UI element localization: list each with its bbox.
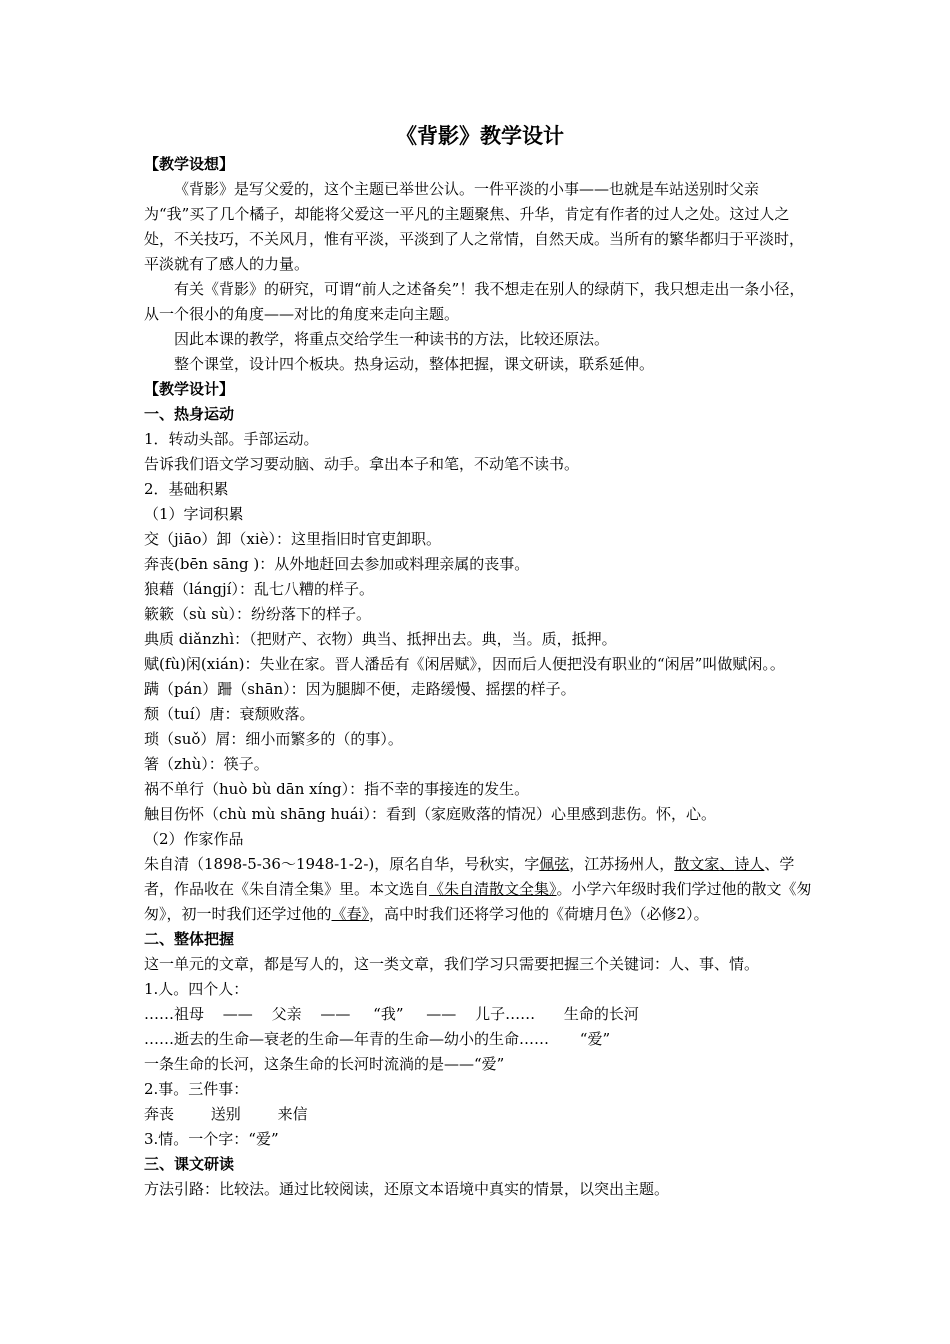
chain-item: “我” xyxy=(373,1005,404,1023)
link-peixian[interactable]: 佩弦 xyxy=(539,855,570,873)
overview-intro: 这一单元的文章，都是写人的，这一类文章，我们学习只需要把握三个关键词：人、事、情。 xyxy=(144,955,760,973)
vocab-entry: 典质 diǎnzhì：（把财产、衣物）典当、抵押出去。典，当。质，抵押。 xyxy=(144,630,617,648)
link-poet[interactable]: 诗人 xyxy=(734,855,765,873)
vocab-entry: 琐（suǒ）屑：细小而繁多的（的事）。 xyxy=(144,730,403,748)
vocab-subheading: （1）字词积累 xyxy=(144,505,244,523)
vocab-entry: 簌簌（sù sù）：纷纷落下的样子。 xyxy=(144,605,371,623)
link-essayist[interactable]: 散文家 xyxy=(674,855,720,873)
vocab-entry: 祸不单行（huò bù dān xíng）：指不幸的事接连的发生。 xyxy=(144,780,530,798)
author-text: ，江苏扬州人， xyxy=(569,855,675,873)
link-collected-essays[interactable]: 《朱自清散文全集》 xyxy=(429,880,557,898)
author-text: 朱自清（1898-5-36～1948-1-2-)，原名自华，号秋实，字 xyxy=(144,855,540,873)
vocab-entry: 箸（zhù）：筷子。 xyxy=(144,755,269,773)
chain-item: 儿子…… xyxy=(475,1005,536,1023)
vocab-entry: 蹒（pán）跚（shān）：因为腿脚不便，走路缓慢、摇摆的样子。 xyxy=(144,680,576,698)
vocab-entry: 赋(fù)闲(xián)：失业在家。晋人潘岳有《闲居赋》，因而后人便把没有职业的“闲居”叫做赋闲。。 xyxy=(144,655,785,673)
chain-dash: —— xyxy=(426,1005,457,1023)
author-text: ，高中时我们还将学习他的《荷塘月色》（必修2）。 xyxy=(369,905,709,923)
river-sentence: 一条生命的长河，这条生命的长河时流淌的是——“爱” xyxy=(144,1055,505,1073)
document-title: 《背影》教学设计 xyxy=(396,124,564,148)
generation-chain xyxy=(144,1002,816,1027)
idea-paragraph-4: 整个课堂，设计四个板块。热身运动，整体把握，课文研读，联系延伸。 xyxy=(174,355,655,373)
vocab-entry: 颓（tuí）唐：衰颓败落。 xyxy=(144,705,315,723)
event-item: 送别 xyxy=(210,1105,241,1123)
chain-item: ……逝去的生命—衰老的生命—年青的生命—幼小的生命…… xyxy=(144,1030,550,1048)
chain-item: ……祖母 xyxy=(144,1005,205,1023)
chain-item: 父亲 xyxy=(271,1005,302,1023)
feeling-line: 3.情。一个字：“爱” xyxy=(144,1130,279,1148)
chain-item: 生命的长河 xyxy=(563,1005,639,1023)
section-1-heading: 一、热身运动 xyxy=(144,405,235,423)
vocab-entry: 交（jiāo）卸（xiè）：这里指旧时官吏卸职。 xyxy=(144,530,442,548)
author-subheading: （2）作家作品 xyxy=(144,830,244,848)
chain-dash: —— xyxy=(222,1005,253,1023)
author-text: 、学者，作品收在《朱自清全集》里。本文选自 xyxy=(144,855,795,898)
author-paragraph xyxy=(144,852,816,927)
method-line: 方法引路：比较法。通过比较阅读，还原文本语境中真实的情景，以突出主题。 xyxy=(144,1180,670,1198)
author-text: 。小学六年级时我们学过他的散文《匆匆》，初一时我们还学过他的 xyxy=(144,880,812,923)
vocab-entry: 触目伤怀（chù mù shāng huái）：看到（家庭败落的情况）心里感到悲伤。怀，心。 xyxy=(144,805,717,823)
section-3-heading: 三、课文研读 xyxy=(144,1155,235,1173)
idea-heading: 【教学设想】 xyxy=(144,155,235,173)
idea-paragraph-1: 《背影》是写父爱的，这个主题已举世公认。一件平淡的小事——也就是车站送别时父亲为“我”买了几个橘子，却能将父爱这一平凡的主题聚焦、升华，肯定有作者的过人之处。这过人之处，不关技巧，不关风月，惟有平淡，平淡到了人之常情，自然天成。当所有的繁华都归于平淡时，平淡就有了感人的力量。 xyxy=(144,180,805,273)
chain-item: “爱” xyxy=(579,1030,611,1048)
warmup-item-1: 1．转动头部。手部运动。 xyxy=(144,430,319,448)
section-2-heading: 二、整体把握 xyxy=(144,930,235,948)
design-heading: 【教学设计】 xyxy=(144,380,235,398)
people-label: 1.人。四个人： xyxy=(144,980,249,998)
chain-dash: —— xyxy=(320,1005,351,1023)
event-item: 来信 xyxy=(277,1105,308,1123)
events-list xyxy=(144,1102,816,1127)
document-body xyxy=(144,122,816,1202)
vocab-entry: 狼藉（lángjí）：乱七八糟的样子。 xyxy=(144,580,374,598)
idea-paragraph-2: 有关《背影》的研究，可谓“前人之述备矣”！我不想走在别人的绿荫下，我只想走出一条小径，从一个很小的角度——对比的角度来走向主题。 xyxy=(144,280,805,323)
warmup-item-1-text: 告诉我们语文学习要动脑、动手。拿出本子和笔，不动笔不读书。 xyxy=(144,455,580,473)
vocab-entry: 奔丧(bēn sāng )：从外地赶回去参加或料理亲属的丧事。 xyxy=(144,555,530,573)
warmup-item-2: 2．基础积累 xyxy=(144,480,229,498)
life-chain xyxy=(144,1027,816,1052)
author-text: 、 xyxy=(719,855,735,873)
events-label: 2.事。三件事： xyxy=(144,1080,249,1098)
link-spring[interactable]: 《春》 xyxy=(331,905,370,923)
event-item: 奔丧 xyxy=(144,1105,175,1123)
idea-paragraph-3: 因此本课的教学，将重点交给学生一种读书的方法，比较还原法。 xyxy=(174,330,610,348)
